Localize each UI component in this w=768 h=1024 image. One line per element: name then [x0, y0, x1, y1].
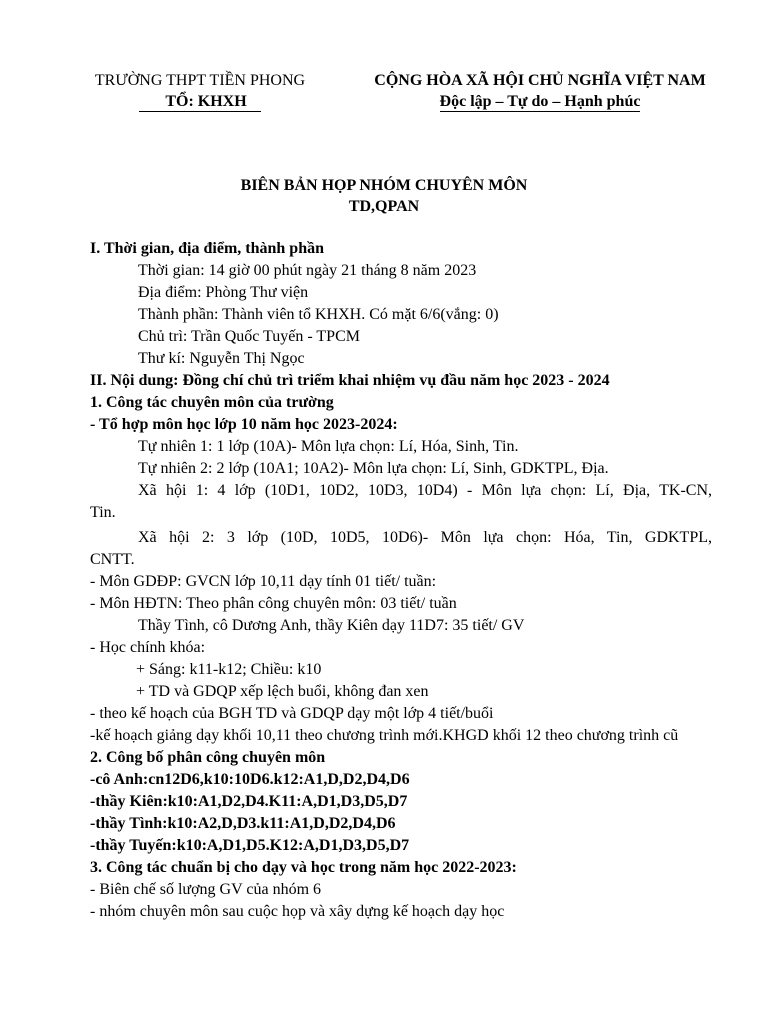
section2-heading: II. Nội dung: Đồng chí chủ trì triểm khai nhiệm vụ đầu năm học 2023 - 2024: [90, 372, 610, 389]
hdtn-detail: Thầy Tình, cô Dương Anh, thầy Kiên dạy 11D7: 35 tiết/ GV: [138, 617, 525, 634]
combo-heading: - Tổ hợp môn học lớp 10 năm học 2023-2024:: [90, 416, 398, 433]
document-subtitle: TD,QPAN: [348, 198, 420, 215]
sub2-heading: 2. Công bố phân công chuyên môn: [90, 749, 326, 766]
document-title: BIÊN BẢN HỌP NHÓM CHUYÊN MÔN: [240, 177, 528, 194]
combo-item-continued: Tin.: [90, 504, 116, 521]
header-right: [350, 70, 730, 112]
meeting-secretary: Thư kí: Nguyễn Thị Ngọc: [138, 350, 305, 367]
assignment-row: -thầy Kiên:k10:A1,D2,D4.K11:A,D1,D3,D5,D7: [90, 793, 408, 810]
group-name: TỔ: KHXH: [139, 92, 260, 112]
document-body: [90, 238, 712, 923]
sub1-heading: 1. Công tác chuyên môn của trường: [90, 394, 334, 411]
prep-item: - nhóm chuyên môn sau cuộc họp và xây dựng kế hoạch dạy học: [90, 903, 505, 920]
combo-item: Xã hội 2: 3 lớp (10D, 10D5, 10D6)- Môn lựa chọn: Hóa, Tin, GDKTPL,: [138, 529, 712, 546]
header-left: [80, 70, 320, 112]
prep-item: - Biên chế số lượng GV của nhóm 6: [90, 881, 322, 898]
motto: Độc lập – Tự do – Hạnh phúc: [439, 93, 641, 110]
schedule-item: + TD và GDQP xếp lệch buổi, không đan xen: [136, 683, 429, 700]
gddp-note: - Môn GDĐP: GVCN lớp 10,11 dạy tính 01 tiết/ tuần:: [90, 573, 437, 590]
schedule-heading: - Học chính khóa:: [90, 639, 206, 656]
assignment-row: -cô Anh:cn12D6,k10:10D6.k12:A1,D,D2,D4,D6: [90, 771, 410, 788]
meeting-time: Thời gian: 14 giờ 00 phút ngày 21 tháng 8 năm 2023: [138, 262, 477, 279]
assignment-row: -thầy Tình:k10:A2,D,D3.k11:A1,D,D2,D4,D6: [90, 815, 396, 832]
combo-item-continued: CNTT.: [90, 551, 135, 568]
section1-heading: I. Thời gian, địa điểm, thành phần: [90, 240, 324, 257]
meeting-chair: Chủ trì: Trần Quốc Tuyến - TPCM: [138, 328, 360, 345]
assignment-row: -thầy Tuyến:k10:A,D1,D5.K12:A,D1,D3,D5,D7: [90, 837, 410, 854]
plan-note: -kế hoạch giảng dạy khối 10,11 theo chương trình mới.KHGD khối 12 theo chương trình cũ: [90, 727, 679, 744]
combo-item: Tự nhiên 1: 1 lớp (10A)- Môn lựa chọn: Lí, Hóa, Sinh, Tin.: [138, 438, 519, 455]
nation-name: CỘNG HÒA XÃ HỘI CHỦ NGHĨA VIỆT NAM: [374, 72, 706, 89]
schedule-item: + Sáng: k11-k12; Chiều: k10: [136, 661, 322, 678]
school-name: TRƯỜNG THPT TIỀN PHONG: [94, 72, 306, 89]
sub3-heading: 3. Công tác chuẩn bị cho dạy và học trong năm học 2022-2023:: [90, 859, 517, 876]
meeting-place: Địa điểm: Phòng Thư viện: [138, 284, 309, 301]
meeting-members: Thành phần: Thành viên tổ KHXH. Có mặt 6/6(vắng: 0): [138, 306, 499, 323]
plan-note: - theo kế hoạch của BGH TD và GDQP dạy một lớp 4 tiết/buổi: [90, 705, 494, 722]
combo-item: Xã hội 1: 4 lớp (10D1, 10D2, 10D3, 10D4) - Môn lựa chọn: Lí, Địa, TK-CN,: [138, 482, 712, 499]
combo-item: Tự nhiên 2: 2 lớp (10A1; 10A2)- Môn lựa chọn: Lí, Sinh, GDKTPL, Địa.: [138, 460, 609, 477]
hdtn-note: - Môn HĐTN: Theo phân công chuyên môn: 03 tiết/ tuần: [90, 595, 457, 612]
